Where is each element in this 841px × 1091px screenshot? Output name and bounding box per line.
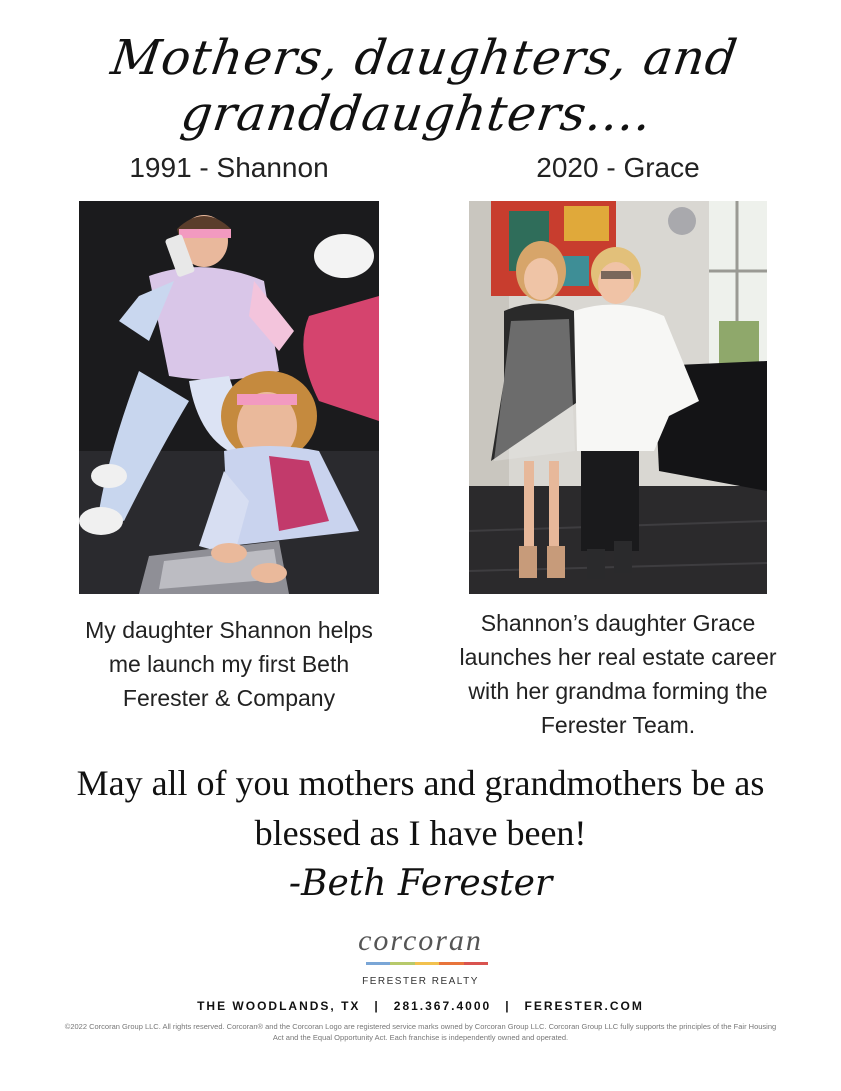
logo-bar-segment — [464, 962, 488, 965]
caption-line: Shannon’s daughter Grace — [480, 610, 756, 636]
logo-bar-segment — [415, 962, 439, 965]
photo-2020-grace — [469, 201, 767, 594]
caption-line: launches her real estate career — [459, 644, 777, 670]
logo-bar-segment — [366, 962, 390, 965]
caption-line: with her grandma forming the — [468, 678, 768, 704]
contact-line — [0, 999, 841, 1013]
separator: | — [374, 999, 380, 1013]
signature: -Beth Ferester — [288, 863, 553, 904]
blessing-message — [40, 758, 801, 858]
separator: | — [505, 999, 511, 1013]
contact-phone[interactable]: 281.367.4000 — [393, 999, 492, 1013]
photo-2020-illustration — [469, 201, 767, 594]
caption-line: My daughter Shannon helps — [85, 617, 373, 643]
left-column-title: 1991 - Shannon — [129, 152, 329, 183]
right-column-title: 2020 - Grace — [536, 152, 700, 183]
photo-1991-illustration — [79, 201, 379, 594]
photo-1991-shannon — [79, 201, 379, 594]
logo-bar-segment — [439, 962, 463, 965]
right-column-caption — [438, 606, 798, 742]
legal-disclaimer: ©2022 Corcoran Group LLC. All rights reserved. Corcoran® and the Corcoran Logo are registered service marks owned by Corcoran Group LLC. Corcoran Group LLC fully supports the principles of the Fair Housing Act and the Equal Opportunity Act. Each franchise is independently owned and operated. — [64, 1022, 777, 1042]
logo-subtitle: FERESTER REALTY — [362, 976, 479, 987]
corcoran-logo: corcoran — [358, 924, 483, 957]
blessing-line: blessed as I have been! — [254, 813, 587, 853]
caption-line: Ferester Team. — [540, 712, 696, 738]
left-column-caption — [49, 613, 409, 715]
caption-line: me launch my first Beth — [108, 651, 350, 677]
caption-line: Ferester & Company — [122, 685, 336, 711]
contact-location: THE WOODLANDS, TX — [197, 999, 361, 1013]
contact-website-link[interactable]: FERESTER.COM — [524, 999, 644, 1013]
page-headline: Mothers, daughters, and granddaughters.... — [107, 30, 742, 142]
logo-color-bar — [366, 962, 488, 965]
blessing-line: May all of you mothers and grandmothers be as — [76, 763, 765, 803]
logo-bar-segment — [390, 962, 414, 965]
